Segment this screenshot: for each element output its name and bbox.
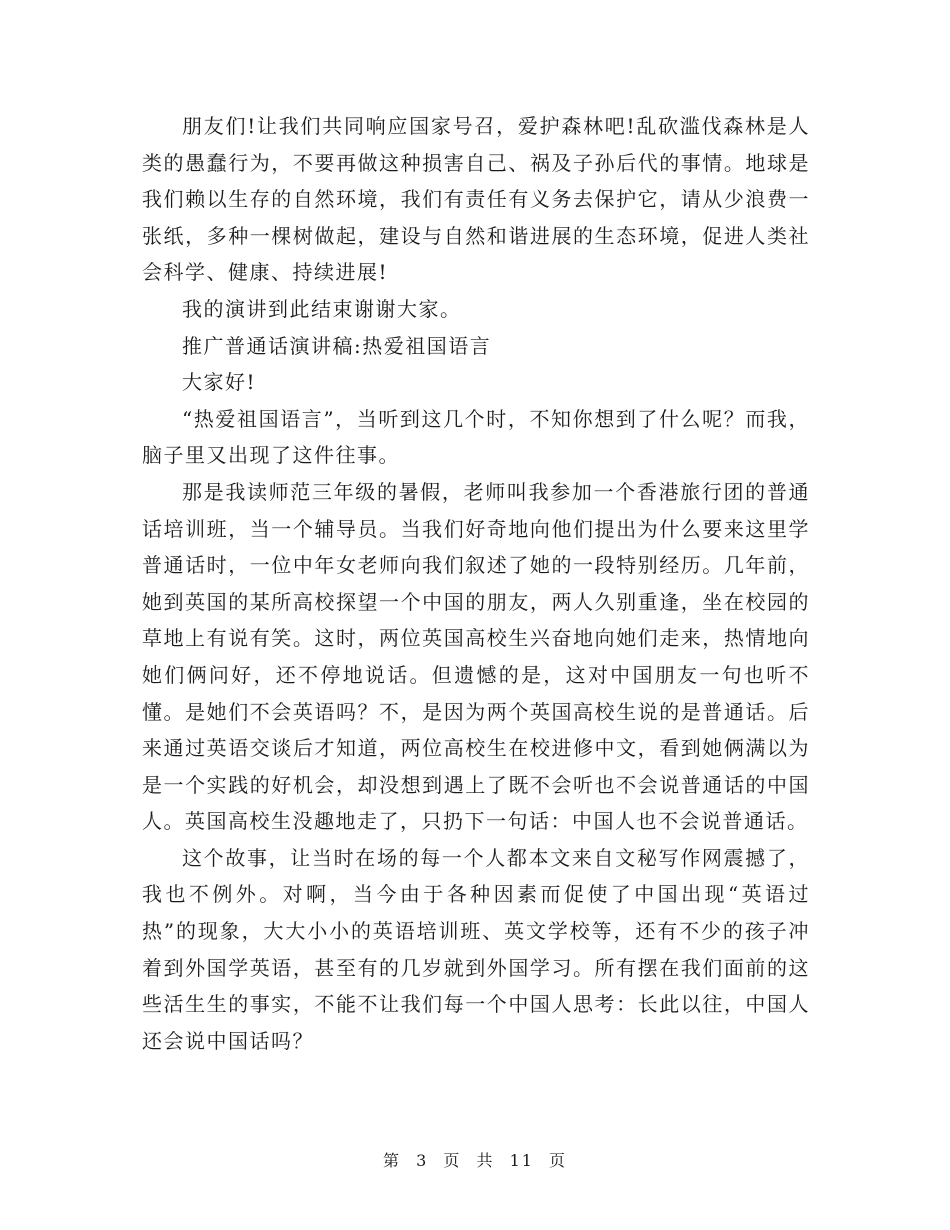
footer-page-number: 3 bbox=[416, 1151, 429, 1170]
paragraph-greeting: 大家好! bbox=[182, 370, 257, 395]
paragraph-reflection: 这个故事，让当时在场的每一个人都本文来自文秘写作网震撼了，我也不例外。对啊，当今由于各种因素而促使了中国出现“英语过热”的现象，大大小小的英语培训班、英文学校等，还有不少的孩子冲着到外国学英语，甚至有的几岁就到外国学习。所有摆在我们面前的这些活生生的事实，不能不让我们每一个中国人思考：长此以往，中国人还会说中国话吗？ bbox=[142, 845, 810, 1053]
paragraph-story: 那是我读师范三年级的暑假，老师叫我参加一个香港旅行团的普通话培训班，当一个辅导员。当我们好奇地向他们提出为什么要来这里学普通话时，一位中年女老师向我们叙述了她的一段特别经历。几年前，她到英国的某所高校探望一个中国的朋友，两人久别重逢，坐在校园的草地上有说有笑。这时，两位英国高校生兴奋地向她们走来，热情地向她们俩问好，还不停地说话。但遗憾的是，这对中国朋友一句也听不懂。是她们不会英语吗？不，是因为两个英国高校生说的是普通话。后来通过英语交谈后才知道，两位高校生在校进修中文，看到她俩满以为是一个实践的好机会，却没想到遇上了既不会听也不会说普通话的中国人。英国高校生没趣地走了，只扔下一句话：中国人也不会说普通话。 bbox=[142, 479, 810, 834]
paragraph-forest-appeal: 朋友们!让我们共同响应国家号召，爱护森林吧!乱砍滥伐森林是人类的愚蠢行为，不要再做这种损害自己、祸及子孙后代的事情。地球是我们赖以生存的自然环境，我们有责任有义务去保护它，请从少浪费一张纸，多种一棵树做起，建设与自然和谐进展的生态环境，促进人类社会科学、健康、持续进展! bbox=[142, 114, 810, 285]
footer-label-di: 第 bbox=[382, 1151, 401, 1170]
footer-label-ye-2: 页 bbox=[549, 1151, 568, 1170]
footer-label-gong: 共 bbox=[476, 1151, 495, 1170]
document-body bbox=[142, 108, 810, 1059]
paragraph-speech-title: 推广普通话演讲稿:热爱祖国语言 bbox=[182, 333, 492, 358]
paragraph-speech-end: 我的演讲到此结束谢谢大家。 bbox=[182, 296, 462, 321]
footer-total-pages: 11 bbox=[509, 1151, 534, 1170]
paragraph-intro: “热爱祖国语言”，当听到这几个时，不知你想到了什么呢？而我，脑子里又出现了这件往事。 bbox=[142, 406, 810, 468]
page-footer bbox=[0, 1148, 950, 1171]
footer-label-ye: 页 bbox=[443, 1151, 462, 1170]
